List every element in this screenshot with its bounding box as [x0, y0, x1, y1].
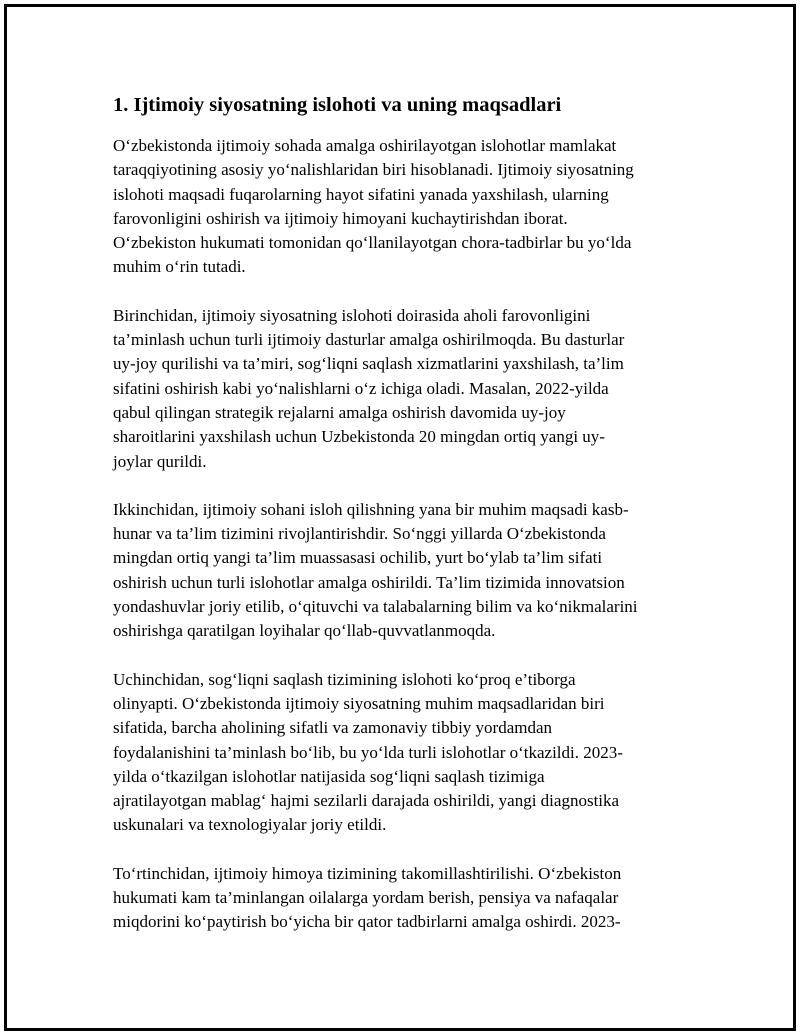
paragraph-intro: O‘zbekistonda ijtimoiy sohada amalga oshirilayotgan islohotlar mamlakat taraqqiyotining asosiy yo‘nalishlaridan biri hisoblanadi. Ijtimoiy siyosatning islohoti maqsadi fuqarolarning hayot sifatini yanada yaxshilash, ularning farovonligini oshirish va ijtimoiy himoyani kuchaytirishdan iborat. O‘zbekiston hukumati tomonidan qo‘llanilayotgan chora-tadbirlar bu yo‘lda muhim o‘rin tutadi.: [113, 136, 634, 277]
paragraph-second: Ikkinchidan, ijtimoiy sohani isloh qilishning yana bir muhim maqsadi kasb- hunar va ta’lim tizimini rivojlantirishdir. So‘nggi yillarda O‘zbekistonda mingdan ortiq yangi ta’lim muassasasi ochilib, yurt bo‘ylab ta’lim sifati oshirish uchun turli islohotlar amalga oshirildi. Ta’lim tizimida innovatsion yondashuvlar joriy etilib, o‘qituvchi va talabalarning bilim va ko‘nikmalarini oshirishga qaratilgan loyihalar qo‘llab-quvvatlanmoqda.: [113, 499, 638, 641]
paragraph-first: Birinchidan, ijtimoiy siyosatning islohoti doirasida aholi farovonligini ta’minlash uchun turli ijtimoiy dasturlar amalga oshirilmoqda. Bu dasturlar uy-joy qurilishi va ta’miri, sog‘liqni saqlash xizmatlarini yaxshilash, ta’lim sifatini oshirish kabi yo‘nalishlarni o‘z ichiga oladi. Masalan, 2022-yilda qabul qilingan strategik rejalarni amalga oshirish davomida uy-joy sharoitlarini yaxshilash uchun Uzbekistonda 20 mingdan ortiq yangi uy- joylar qurildi.: [113, 305, 625, 471]
paragraph-fourth: To‘rtinchidan, ijtimoiy himoya tizimining takomillashtirilishi. O‘zbekiston hukumati kam ta’minlangan oilalarga yordam berish, pensiya va nafaqalar miqdorini ko‘paytirish bo‘yicha bir qator tadbirlarni amalga oshirdi. 2023-: [113, 863, 622, 932]
document-body: [113, 90, 693, 959]
section-heading: 1. Ijtimoiy siyosatning islohoti va uning maqsadlari: [113, 94, 562, 116]
paragraph-third: Uchinchidan, sog‘liqni saqlash tizimining islohoti ko‘proq e’tiborga olinyapti. O‘zbekistonda ijtimoiy siyosatning muhim maqsadlaridan biri sifatida, barcha aholining sifatli va zamonaviy tibbiy yordamdan foydalanishini ta’minlash bo‘lib, bu yo‘lda turli islohotlar o‘tkazildi. 2023- yilda o‘tkazilgan islohotlar natijasida sog‘liqni saqlash tizimiga ajratilayotgan mablag‘ hajmi sezilarli darajada oshirildi, yangi diagnostika uskunalari va texnologiyalar joriy etildi.: [113, 669, 623, 835]
